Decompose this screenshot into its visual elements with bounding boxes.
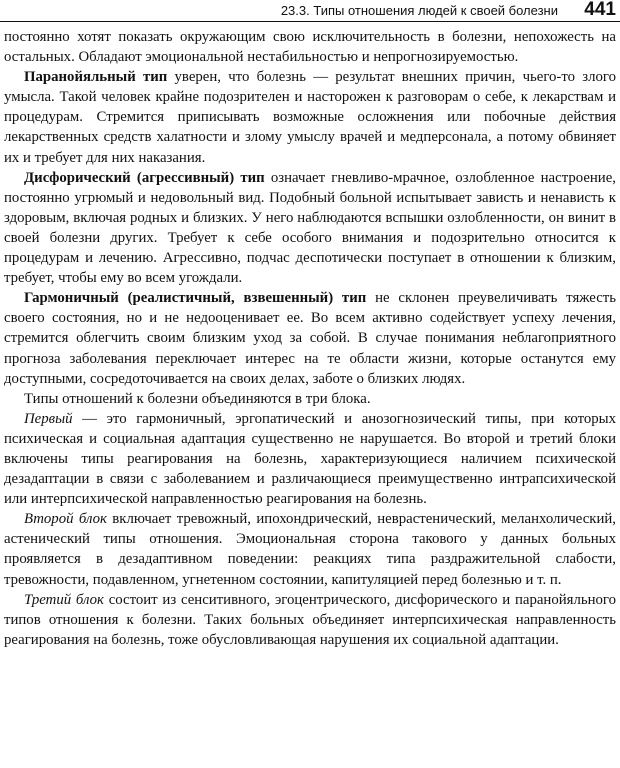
paragraph-text: состоит из сенситивного, эгоцентрического, дисфорического и паранойяльного типов отношения к болезни. Таких больных объединяет интерпсихическая направленность реагирования на болезнь, тоже обусловливающая нарушения их социальной адаптации.	[4, 591, 617, 648]
page-number: 441	[584, 0, 616, 20]
section-title: 23.3. Типы отношения людей к своей болезни	[280, 3, 558, 18]
paragraph-text: постоянно хотят показать окружающим свою исключительность в болезни, непохожесть на остальных. Обладают эмоциональной нестабильностью и непрогнозируемостью.	[4, 29, 616, 66]
paragraph-text: включает тревожный, ипохондрический, неврастенический, меланхолический, астенический типы отношения. Эмоциональная сторона такового у данных больных проявляется в дезадаптивном поведении: реакциях типа раздражительной слабости, тревожности, подавленном, угнетенном состоянии, капитуляцией перед болезнью и т. п.	[4, 511, 616, 588]
paragraph-text: — это гармоничный, эргопатический и анозогнозический типы, при которых психическая и социальная адаптация существенно не нарушается. Во второй и третий блоки включены типы реагирования на болезнь, характеризующиеся наличием психической дезадаптации в связи с заболеванием и различающиеся преимущественно интрапсихической или интерпсихической направленностью реагирования на болезнь.	[4, 410, 616, 508]
paragraph-second-block	[4, 509, 616, 589]
paragraph-dysphoric-type	[4, 168, 616, 289]
paragraph-harmonious-type	[4, 288, 616, 388]
paragraph-three-blocks	[4, 389, 616, 409]
term-first-block: Первый	[24, 410, 73, 427]
term-paranoid-type: Паранойяльный тип	[24, 69, 168, 86]
paragraph-first-block	[4, 409, 616, 509]
paragraph-text: уверен, что болезнь — результат внешних причин, чьего-то злого умысла. Такой человек крайне подозрителен и насторожен к разговорам о себе, к лекарствам и процедурам. Стремится приписывать возможные осложнения или побочные действия лекарственных средств халатности и злому умыслу врачей и медперсонала, а потому обвиняет их и требует для них наказания.	[4, 69, 616, 166]
paragraph-text: Типы отношений к болезни объединяются в три блока.	[24, 390, 371, 407]
term-second-block: Второй блок	[24, 511, 107, 528]
running-header	[0, 0, 620, 22]
body-text	[4, 27, 616, 650]
term-third-block: Третий блок	[24, 591, 104, 608]
term-harmonious-type: Гармоничный (реалистичный, взвешенный) тип	[24, 290, 367, 307]
term-dysphoric-type: Дисфорический (агрессивный) тип	[24, 169, 265, 186]
paragraph-text: означает гневливо-мрачное, озлобленное настроение, постоянно угрюмый и недовольный вид. Подобный больной испытывает зависть и ненависть к здоровым, включая родных и близких. У него наблюдаются вспышки озлобленности, он винит в своей болезни других. Требует к себе особого внимания и подозрительно относится к процедурам и лечению. Агрессивно, подчас деспотически поступает в отношении к близким, требует, чтобы ему во всем угождали.	[4, 169, 616, 287]
paragraph-paranoid-type	[4, 67, 616, 167]
paragraph-third-block	[4, 590, 616, 650]
paragraph-text: не склонен преувеличивать тяжесть своего состояния, но и не недооценивает ее. Во всем активно содействует успеху лечения, стремится облегчить своим близким уход за собой. В случае понимания неблагоприятного прогноза заболевания переключает интерес на те области жизни, которые останутся ему доступными, сосредоточивается на своих делах, заботе о близких людях.	[4, 290, 616, 387]
paragraph-continuation	[4, 27, 616, 67]
header-divider	[0, 21, 620, 22]
